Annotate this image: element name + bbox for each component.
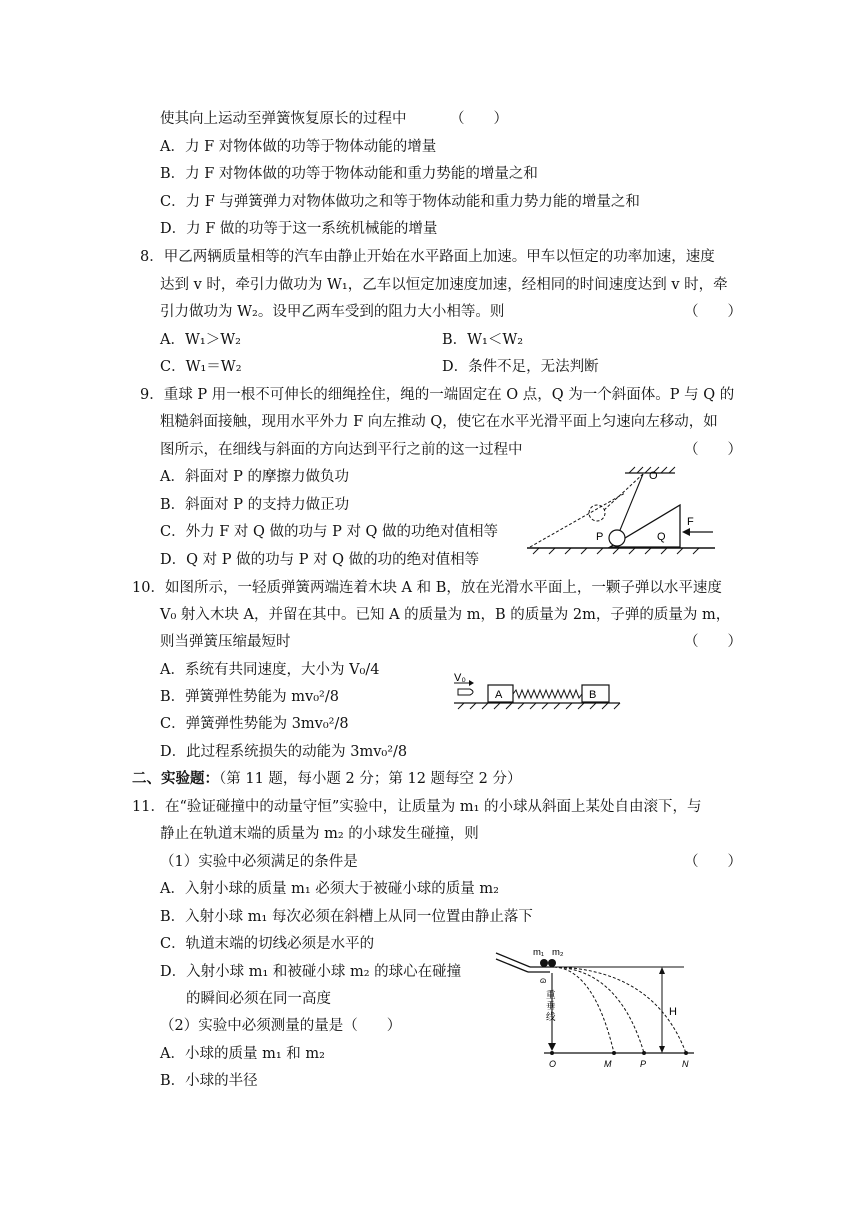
q9-option-c: C．外力 F 对 Q 做的功与 P 对 Q 做的功绝对值相等 [160,524,499,540]
q11-part1-bracket: （ ） [684,854,742,870]
q7-option-d: D．力 F 做的功等于这一系统机械能的增量 [160,221,438,237]
q11-part1-option-c: C．轨道末端的切线必须是水平的 [160,936,375,952]
q11-stem-line2: 静止在轨道末端的质量为 m₂ 的小球发生碰撞，则 [160,826,479,842]
q10-label-v0: V₀ [454,672,466,684]
q9-label-o: O [649,470,658,482]
q9-stem-line3: 图所示，在细线与斜面的方向达到平行之前的这一过程中 [160,442,523,458]
q11-label-n: N [682,1059,689,1069]
q8-stem-line3: 引力做功为 W₂。设甲乙两车受到的阻力大小相等。则 [160,304,505,320]
q10-option-c: C．弹簧弹性势能为 3mv₀²/8 [160,716,349,732]
q11-label-m: M [604,1059,612,1069]
q11-label-m2: m₂ [552,947,564,958]
q11-label-plumb2: 垂 [546,1001,556,1012]
q9-stem-line2: 粗糙斜面接触，现用水平外力 F 向左推动 Q，使它在水平光滑平面上匀速向左移动，如 [160,414,718,430]
q7-option-c: C．力 F 与弹簧弹力对物体做功之和等于物体动能和重力势力能的增量之和 [160,194,640,210]
q10-label-a: A [495,689,503,701]
q11-stem-line1: 11．在“验证碰撞中的动量守恒”实验中，让质量为 m₁ 的小球从斜面上某处自由滚下，与 [132,799,702,815]
q11-part1-option-a: A．入射小球的质量 m₁ 必须大于被碰小球的质量 m₂ [160,881,499,897]
q11-collision-apparatus-figure [494,945,704,1075]
q10-spring-blocks-figure [440,668,640,714]
q8-stem-line2: 达到 v 时，牵引力做功为 W₁，乙车以恒定加速度加速，经相同的时间速度达到 v 时，牵 [160,277,728,293]
q11-label-p: P [640,1059,647,1069]
q7-stem-continued: 使其向上运动至弹簧恢复原长的过程中 [160,111,407,127]
q11-part1-option-b: B．入射小球 m₁ 每次必须在斜槽上从同一位置由静止落下 [160,909,533,925]
q9-label-f: F [687,516,694,528]
q11-label-plumb1: 重 [546,990,556,1001]
q9-answer-bracket: （ ） [684,442,742,458]
q11-label-o: O [549,1059,557,1069]
q11-part2-stem: （2）实验中必须测量的量是（ ） [160,1018,402,1034]
q7-answer-bracket: （ ） [450,111,508,127]
q11-part2-option-a: A．小球的质量 m₁ 和 m₂ [160,1046,325,1062]
section2-title: 二、实验题： [132,770,219,787]
q9-label-p: P [596,531,604,543]
q9-label-q: Q [657,531,666,543]
q10-option-b: B．弹簧弹性势能为 mv₀²/8 [160,689,339,705]
q9-option-d: D．Q 对 P 做的功与 P 对 Q 做的功的绝对值相等 [160,552,480,568]
q9-option-b: B．斜面对 P 的支持力做正功 [160,497,350,513]
q9-option-a: A．斜面对 P 的摩擦力做负功 [160,469,349,485]
q11-label-h: H [669,1006,677,1018]
q7-option-a: A．力 F 对物体做的功等于物体动能的增量 [160,139,437,155]
q9-incline-figure [525,465,725,555]
q10-option-a: A．系统有共同速度，大小为 V₀/4 [160,662,380,678]
q10-stem-line2: V₀ 射入木块 A，并留在其中。已知 A 的质量为 m，B 的质量为 2m，子弹的质量为 m， [160,607,731,623]
q10-stem-line3: 则当弹簧压缩最短时 [160,634,291,650]
q8-option-a: A．W₁＞W₂ [160,332,241,348]
q11-part1-option-d-line1: D．入射小球 m₁ 和被碰小球 m₂ 的球心在碰撞 [160,964,462,980]
q11-part1-option-d-line2: 的瞬间必须在同一高度 [186,991,331,1007]
q10-option-d: D．此过程系统损失的动能为 3mv₀²/8 [160,744,408,760]
q7-option-b: B．力 F 对物体做的功等于物体动能和重力势能的增量之和 [160,166,538,182]
q10-answer-bracket: （ ） [684,634,742,650]
section2-heading [132,769,521,789]
svg-text:ɷ: ɷ [540,976,547,985]
q10-label-b: B [589,689,597,701]
q9-stem-line1: 9．重球 P 用一根不可伸长的细绳拴住，绳的一端固定在 O 点，Q 为一个斜面体。P 与 Q 的 [140,387,735,403]
q11-label-m1: m₁ [533,947,545,958]
q8-option-b: B．W₁＜W₂ [442,332,524,348]
q11-label-plumb3: 线 [546,1012,556,1023]
q11-part2-option-b: B．小球的半径 [160,1073,258,1089]
q8-stem-line1: 8．甲乙两辆质量相等的汽车由静止开始在水平路面上加速。甲车以恒定的功率加速，速度 [140,249,715,265]
section2-note: （第 11 题，每小题 2 分；第 12 题每空 2 分） [219,771,522,787]
q10-stem-line1: 10．如图所示，一轻质弹簧两端连着木块 A 和 B，放在光滑水平面上，一颗子弹以水平速度 [132,580,722,596]
q8-option-c: C．W₁＝W₂ [160,359,242,375]
q8-option-d: D．条件不足，无法判断 [442,359,599,375]
q8-answer-bracket: （ ） [684,304,742,320]
q11-part1-stem: （1）实验中必须满足的条件是 [160,854,358,870]
